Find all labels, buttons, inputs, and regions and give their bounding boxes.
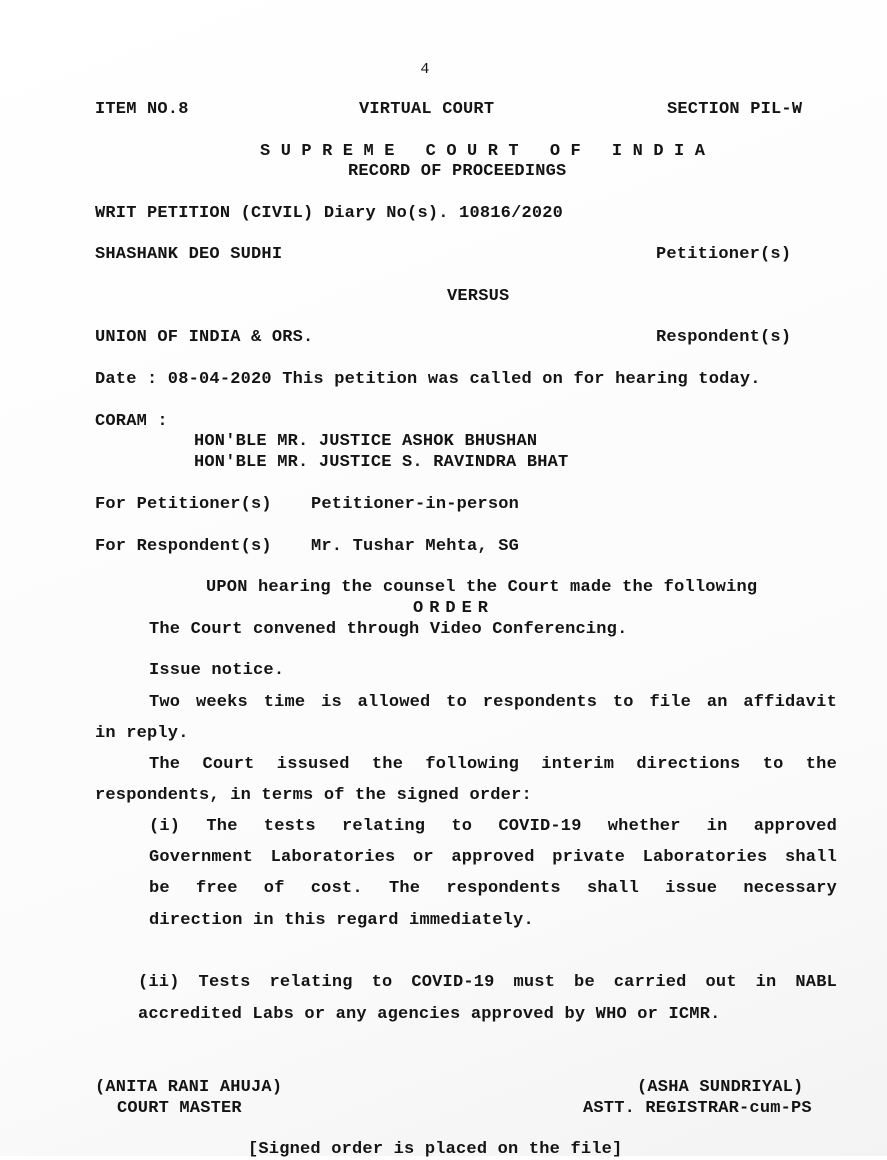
order-paragraph-line: in reply.	[95, 724, 189, 743]
order-paragraph: The Court convened through Video Conferencing.	[149, 620, 628, 639]
court-name-heading: SUPREME COURT OF INDIA	[260, 142, 716, 161]
court-type: VIRTUAL COURT	[359, 100, 495, 119]
item-number: ITEM NO.8	[95, 100, 189, 119]
direction-line: be free of cost. The respondents shall issue necessary	[149, 879, 837, 898]
order-intro: UPON hearing the counsel the Court made the following	[206, 578, 758, 597]
record-of-proceedings-heading: RECORD OF PROCEEDINGS	[348, 162, 567, 181]
judge-name: HON'BLE MR. JUSTICE ASHOK BHUSHAN	[194, 432, 538, 451]
order-paragraph-line: respondents, in terms of the signed order:	[95, 786, 532, 805]
judge-name: HON'BLE MR. JUSTICE S. RAVINDRA BHAT	[194, 453, 569, 472]
hearing-date-line: Date : 08-04-2020 This petition was called on for hearing today.	[95, 370, 761, 389]
petitioner-name: SHASHANK DEO SUDHI	[95, 245, 283, 264]
respondent-appearance-label: For Respondent(s)	[95, 537, 272, 556]
court-master-name: (ANITA RANI AHUJA)	[95, 1078, 283, 1097]
direction-line: (i) The tests relating to COVID-19 whether in approved	[149, 817, 837, 836]
registrar-title: ASTT. REGISTRAR-cum-PS	[583, 1099, 812, 1118]
direction-line: accredited Labs or any agencies approved by WHO or ICMR.	[138, 1005, 721, 1024]
section-label: SECTION PIL-W	[667, 100, 803, 119]
respondent-role: Respondent(s)	[656, 328, 792, 347]
petitioner-role: Petitioner(s)	[656, 245, 792, 264]
order-heading: ORDER	[413, 599, 495, 618]
footer-note: [Signed order is placed on the file]	[248, 1140, 623, 1159]
respondent-counsel: Mr. Tushar Mehta, SG	[311, 537, 520, 556]
respondent-name: UNION OF INDIA & ORS.	[95, 328, 314, 347]
page-number: 4	[420, 61, 430, 78]
court-master-title: COURT MASTER	[117, 1099, 242, 1118]
direction-line: (ii) Tests relating to COVID-19 must be carried out in NABL	[138, 973, 837, 992]
coram-label: CORAM :	[95, 412, 168, 431]
direction-line: direction in this regard immediately.	[149, 911, 534, 930]
petitioner-appearance-label: For Petitioner(s)	[95, 495, 272, 514]
versus-label: VERSUS	[447, 287, 510, 306]
order-paragraph-line: Two weeks time is allowed to respondents to file an affidavit	[149, 693, 837, 712]
petitioner-counsel: Petitioner-in-person	[311, 495, 520, 514]
registrar-name: (ASHA SUNDRIYAL)	[637, 1078, 804, 1097]
petition-number: WRIT PETITION (CIVIL) Diary No(s). 10816/2020	[95, 204, 564, 223]
order-paragraph: Issue notice.	[149, 661, 285, 680]
direction-line: Government Laboratories or approved private Laboratories shall	[149, 848, 837, 867]
order-paragraph-line: The Court issused the following interim directions to the	[149, 755, 837, 774]
